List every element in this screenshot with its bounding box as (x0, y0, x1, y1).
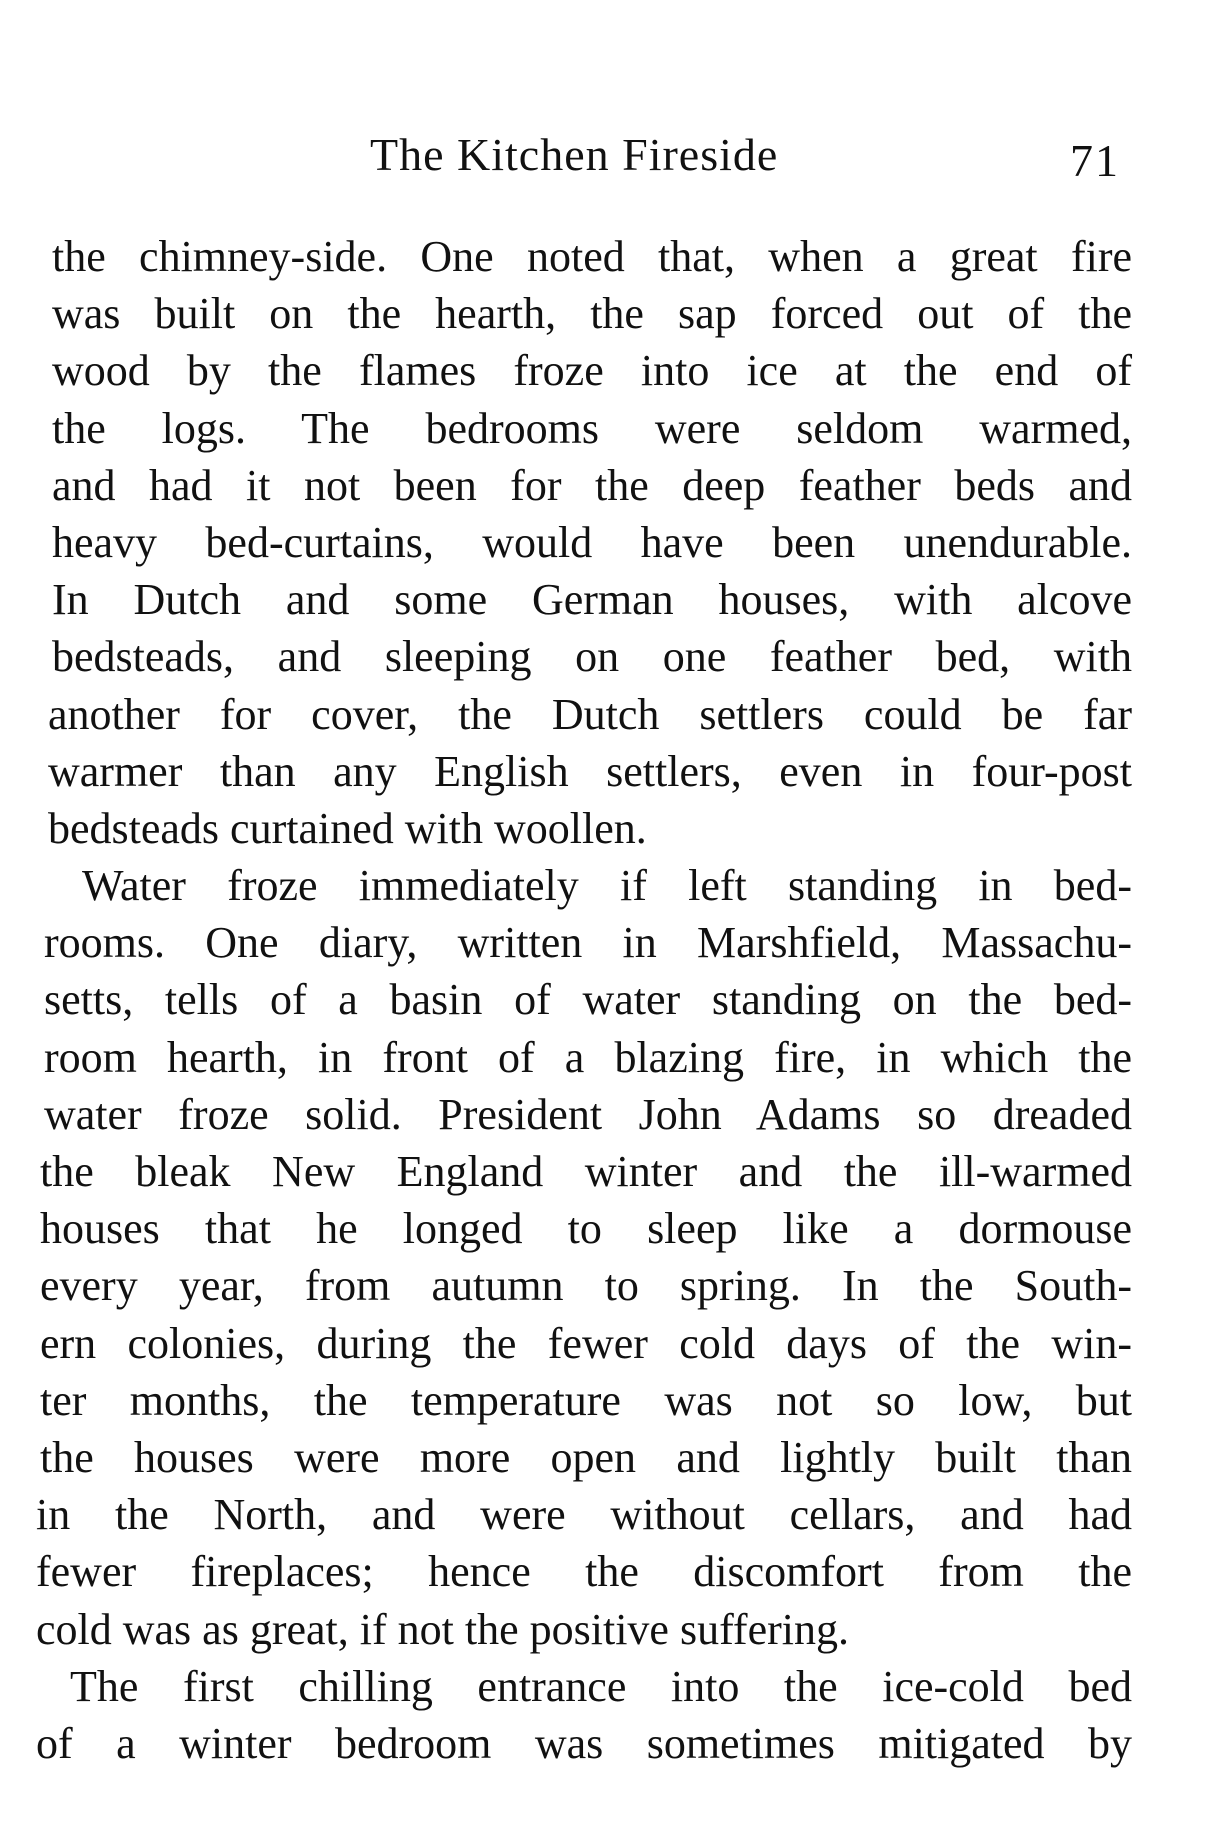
paragraph (48, 228, 1132, 857)
text-line: and had it not been for the deep feather beds and (52, 460, 1132, 510)
text-line: every year, from autumn to spring. In the South- (40, 1261, 1132, 1311)
page-number: 71 (1070, 135, 1120, 186)
text-line: the logs. The bedrooms were seldom warmed, (52, 403, 1132, 453)
text-line: the chimney-side. One noted that, when a great fire (52, 232, 1132, 281)
page-header (0, 128, 1214, 188)
text-line: bedsteads, and sleeping on one feather bed, with (52, 632, 1132, 682)
text-line: houses that he longed to sleep like a dormouse (40, 1204, 1132, 1254)
text-line: The first chilling entrance into the ice-cold bed (70, 1661, 1132, 1711)
text-line: setts, tells of a basin of water standing on the bed- (44, 975, 1132, 1025)
text-line: another for cover, the Dutch settlers could be far (48, 689, 1132, 739)
text-line: In Dutch and some German houses, with alcove (52, 575, 1132, 625)
text-line: the bleak New England winter and the ill-warmed (40, 1147, 1132, 1196)
text-line: Water froze immediately if left standing in bed- (82, 861, 1132, 911)
text-line: of a winter bedroom was sometimes mitigated by (36, 1718, 1132, 1768)
text-line: in the North, and were without cellars, and had (36, 1490, 1132, 1540)
text-line: warmer than any English settlers, even in four-post (48, 746, 1132, 796)
text-line: ern colonies, during the fewer cold days of the win- (40, 1318, 1132, 1368)
text-line: ter months, the temperature was not so low, but (40, 1375, 1132, 1425)
text-line: was built on the hearth, the sap forced out of the (52, 289, 1132, 339)
text-line: cold was as great, if not the positive suffering. (36, 1604, 849, 1654)
text-line: room hearth, in front of a blazing fire, in which the (44, 1032, 1132, 1082)
body-text (36, 228, 1132, 1772)
text-line: bedsteads curtained with woollen. (48, 803, 647, 853)
paragraph (36, 857, 1132, 1658)
text-line: wood by the flames froze into ice at the end of (52, 346, 1132, 396)
text-line: water froze solid. President John Adams so dreaded (44, 1089, 1132, 1139)
text-line: fewer fireplaces; hence the discomfort from the (36, 1547, 1132, 1597)
paragraph (36, 1658, 1132, 1772)
text-line: rooms. One diary, written in Marshfield, Massachu- (44, 918, 1132, 968)
text-line: heavy bed-curtains, would have been unendurable. (52, 517, 1132, 567)
running-head: The Kitchen Fireside (370, 129, 779, 180)
text-line: the houses were more open and lightly built than (40, 1432, 1132, 1482)
